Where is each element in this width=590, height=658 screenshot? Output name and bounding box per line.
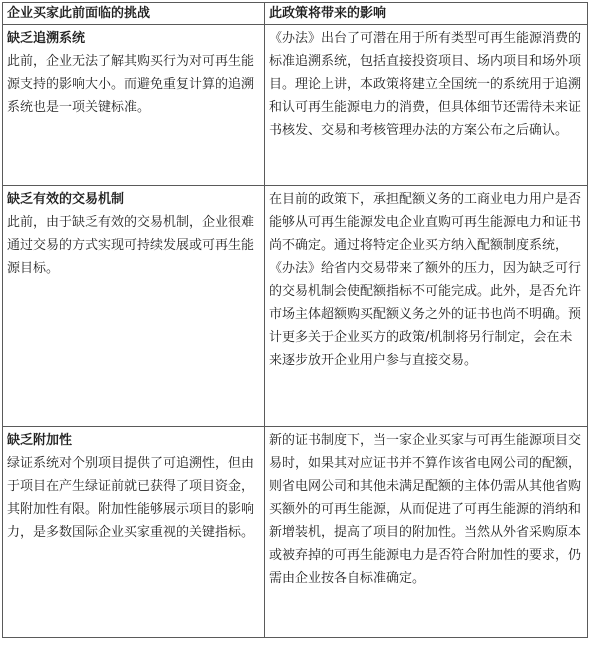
table-row <box>3 25 588 186</box>
challenge-cell <box>3 25 265 186</box>
challenge-title: 缺乏追溯系统 <box>7 31 86 46</box>
impact-cell: 《办法》出台了可潜在用于所有类型可再生能源消费的标准追溯系统，包括直接投资项目、场内项目和场外项目。理论上讲，本政策将建立全国统一的系统用于追溯和认可再生能源电力的消费，但具体细节还需待未来证书核发、交易和考核管理办法的方案公布之后确认。 <box>265 25 588 186</box>
table-row <box>3 186 588 427</box>
challenge-text: 此前，由于缺乏有效的交易机制，企业很难通过交易的方式实现可持续发展或可再生能源目标。 <box>7 215 255 276</box>
header-challenges: 企业买家此前面临的挑战 <box>3 3 265 25</box>
impact-cell: 在目前的政策下，承担配额义务的工商业电力用户是否能够从可再生能源发电企业直购可再生能源电力和证书尚不确定。通过将特定企业买方纳入配额制度系统，《办法》给省内交易带来了额外的压力，因为缺乏可行的交易机制会使配额指标不可能完成。此外，是否允许市场主体超额购买配额义务之外的证书也尚不明确。预计更多关于企业买方的政策/机制将另行制定，会在未来逐步放开企业用户参与直接交易。 <box>265 186 588 427</box>
challenge-text: 绿证系统对个别项目提供了可追溯性，但由于项目在产生绿证前就已获得了项目资金，其附加性有限。附加性能够展示项目的影响力，是多数国际企业买家重视的关键指标。 <box>7 456 255 540</box>
challenge-cell <box>3 427 265 638</box>
challenge-title: 缺乏有效的交易机制 <box>7 192 125 207</box>
challenge-text: 此前，企业无法了解其购买行为对可再生能源支持的影响大小。而避免重复计算的追溯系统也是一项关键标准。 <box>7 54 255 115</box>
table-row <box>3 427 588 638</box>
header-impact: 此政策将带来的影响 <box>265 3 588 25</box>
policy-impact-table <box>2 2 588 638</box>
challenge-title: 缺乏附加性 <box>7 433 73 448</box>
impact-cell: 新的证书制度下，当一家企业买家与可再生能源项目交易时，如果其对应证书并不算作该省电网公司的配额，则省电网公司和其他未满足配额的主体仍需从其他省购买额外的可再生能源，从而促进了可再生能源的消纳和新增装机，提高了项目的附加性。当然从外省采购原本或被弃掉的可再生能源电力是否符合附加性的要求，仍需由企业按各自标准确定。 <box>265 427 588 638</box>
table-header-row <box>3 3 588 25</box>
challenge-cell <box>3 186 265 427</box>
